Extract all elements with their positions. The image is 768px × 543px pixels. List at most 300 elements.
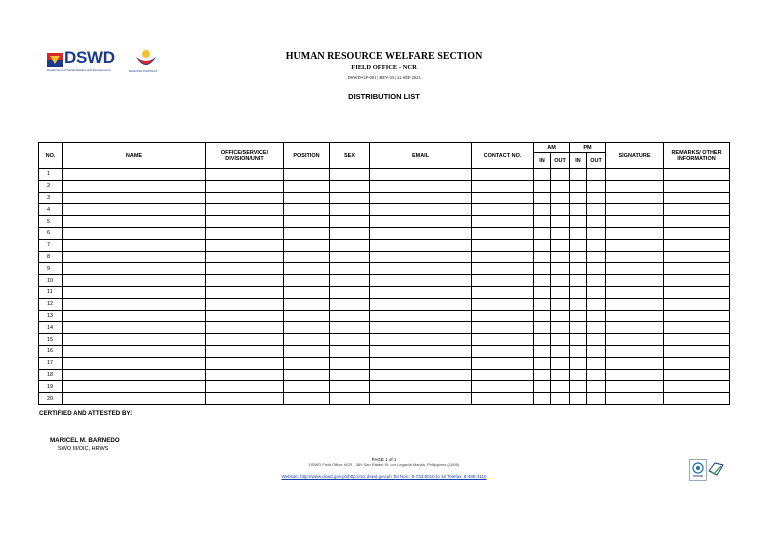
table-row	[39, 227, 730, 239]
header-am: AM	[534, 143, 570, 153]
table-cell	[472, 251, 534, 263]
table-cell	[370, 239, 472, 251]
table-cell	[63, 169, 206, 181]
table-row	[39, 275, 730, 287]
table-cell	[330, 369, 370, 381]
table-cell	[206, 263, 284, 275]
table-row	[39, 192, 730, 204]
table-cell	[206, 275, 284, 287]
table-cell	[606, 286, 664, 298]
table-cell	[206, 169, 284, 181]
table-cell	[587, 322, 606, 334]
table-cell	[330, 204, 370, 216]
table-cell	[284, 369, 330, 381]
table-cell	[664, 345, 730, 357]
table-cell	[534, 263, 551, 275]
table-cell	[534, 204, 551, 216]
table-cell	[284, 381, 330, 393]
table-cell	[534, 180, 551, 192]
table-cell	[587, 169, 606, 181]
table-cell	[587, 204, 606, 216]
table-cell	[370, 345, 472, 357]
table-cell	[606, 192, 664, 204]
table-cell	[534, 239, 551, 251]
table-cell	[63, 393, 206, 405]
table-cell	[587, 227, 606, 239]
table-cell	[587, 369, 606, 381]
table-cell	[330, 227, 370, 239]
table-cell	[63, 239, 206, 251]
row-number: 2	[39, 180, 63, 192]
table-cell	[606, 393, 664, 405]
table-cell	[570, 251, 587, 263]
table-cell	[534, 227, 551, 239]
table-cell	[551, 334, 570, 346]
table-row	[39, 216, 730, 228]
table-cell	[587, 275, 606, 287]
table-row	[39, 263, 730, 275]
table-cell	[534, 322, 551, 334]
document-title: DISTRIBUTION LIST	[348, 92, 420, 101]
table-cell	[551, 369, 570, 381]
table-cell	[206, 357, 284, 369]
table-cell	[330, 275, 370, 287]
header-contact: CONTACT NO.	[472, 143, 534, 169]
table-cell	[551, 263, 570, 275]
table-cell	[570, 310, 587, 322]
table-cell	[370, 357, 472, 369]
table-cell	[330, 192, 370, 204]
table-cell	[206, 227, 284, 239]
table-cell	[606, 251, 664, 263]
table-cell	[206, 251, 284, 263]
table-cell	[570, 216, 587, 228]
row-number: 19	[39, 381, 63, 393]
table-cell	[664, 263, 730, 275]
table-cell	[472, 216, 534, 228]
table-cell	[534, 169, 551, 181]
row-number: 16	[39, 345, 63, 357]
table-cell	[472, 180, 534, 192]
table-cell	[206, 381, 284, 393]
table-cell	[587, 393, 606, 405]
table-cell	[206, 298, 284, 310]
table-cell	[606, 322, 664, 334]
table-cell	[551, 298, 570, 310]
table-cell	[664, 381, 730, 393]
table-cell	[534, 345, 551, 357]
table-cell	[284, 298, 330, 310]
table-cell	[570, 369, 587, 381]
row-number: 12	[39, 298, 63, 310]
row-number: 6	[39, 227, 63, 239]
row-number: 5	[39, 216, 63, 228]
table-cell	[534, 393, 551, 405]
row-number: 20	[39, 393, 63, 405]
table-cell	[551, 251, 570, 263]
table-cell	[63, 275, 206, 287]
table-cell	[370, 298, 472, 310]
table-cell	[570, 322, 587, 334]
row-number: 15	[39, 334, 63, 346]
table-row	[39, 204, 730, 216]
table-cell	[664, 393, 730, 405]
table-cell	[284, 204, 330, 216]
table-cell	[534, 286, 551, 298]
table-row	[39, 369, 730, 381]
table-cell	[534, 310, 551, 322]
table-cell	[330, 345, 370, 357]
table-cell	[664, 180, 730, 192]
table-cell	[284, 286, 330, 298]
table-cell	[570, 239, 587, 251]
table-cell	[370, 204, 472, 216]
table-cell	[330, 286, 370, 298]
table-cell	[587, 310, 606, 322]
certified-label: CERTIFIED AND ATTESTED BY:	[39, 410, 133, 417]
table-cell	[472, 263, 534, 275]
row-number: 3	[39, 192, 63, 204]
table-cell	[284, 393, 330, 405]
header-sex: SEX	[330, 143, 370, 169]
table-cell	[284, 322, 330, 334]
table-cell	[664, 322, 730, 334]
table-cell	[606, 298, 664, 310]
table-cell	[534, 298, 551, 310]
table-cell	[606, 357, 664, 369]
table-cell	[370, 169, 472, 181]
table-row	[39, 251, 730, 263]
table-cell	[664, 204, 730, 216]
header-office: OFFICE/SERVICE/ DIVISION/UNIT	[206, 143, 284, 169]
table-cell	[284, 169, 330, 181]
table-cell	[206, 239, 284, 251]
row-number: 7	[39, 239, 63, 251]
table-cell	[570, 227, 587, 239]
header-am-out: OUT	[551, 153, 570, 169]
table-cell	[534, 381, 551, 393]
table-cell	[472, 357, 534, 369]
form-code: DSWD-GF-001 | REV 03 | 22 SEP 2023	[347, 75, 421, 80]
table-cell	[284, 310, 330, 322]
table-cell	[370, 310, 472, 322]
table-cell	[206, 393, 284, 405]
table-cell	[606, 216, 664, 228]
table-cell	[664, 298, 730, 310]
header-name: NAME	[63, 143, 206, 169]
table-row	[39, 298, 730, 310]
table-cell	[472, 286, 534, 298]
table-row	[39, 393, 730, 405]
table-cell	[284, 227, 330, 239]
table-cell	[551, 239, 570, 251]
table-cell	[63, 310, 206, 322]
table-cell	[570, 275, 587, 287]
page-number: PAGE 1 of 1	[371, 457, 397, 462]
header-pm: PM	[570, 143, 606, 153]
table-cell	[551, 192, 570, 204]
table-cell	[534, 216, 551, 228]
table-cell	[370, 286, 472, 298]
table-cell	[472, 334, 534, 346]
table-cell	[664, 286, 730, 298]
table-cell	[570, 286, 587, 298]
table-cell	[551, 345, 570, 357]
table-cell	[63, 263, 206, 275]
row-number: 1	[39, 169, 63, 181]
row-number: 11	[39, 286, 63, 298]
table-cell	[570, 192, 587, 204]
table-cell	[206, 192, 284, 204]
table-cell	[551, 180, 570, 192]
table-cell	[472, 310, 534, 322]
table-cell	[570, 298, 587, 310]
table-cell	[63, 216, 206, 228]
table-cell	[330, 263, 370, 275]
row-number: 14	[39, 322, 63, 334]
table-cell	[587, 192, 606, 204]
bp-tagline: BAGONG PILIPINAS	[129, 69, 158, 73]
table-cell	[551, 216, 570, 228]
header-signature: SIGNATURE	[606, 143, 664, 169]
table-cell	[570, 357, 587, 369]
table-cell	[330, 216, 370, 228]
table-cell	[472, 275, 534, 287]
table-cell	[534, 192, 551, 204]
table-cell	[606, 180, 664, 192]
table-cell	[472, 393, 534, 405]
signatory-name: MARICEL M. BARNEDO	[50, 437, 120, 444]
row-number: 17	[39, 357, 63, 369]
table-cell	[551, 227, 570, 239]
table-cell	[206, 334, 284, 346]
table-cell	[206, 369, 284, 381]
table-cell	[570, 204, 587, 216]
table-cell	[206, 216, 284, 228]
table-cell	[206, 322, 284, 334]
table-row	[39, 239, 730, 251]
table-cell	[534, 369, 551, 381]
table-cell	[330, 357, 370, 369]
table-row	[39, 357, 730, 369]
table-cell	[587, 251, 606, 263]
table-cell	[330, 169, 370, 181]
signatory-position: SWO III/OIC, HRWS	[58, 446, 109, 452]
table-cell	[551, 275, 570, 287]
table-cell	[587, 239, 606, 251]
table-cell	[551, 322, 570, 334]
website-link[interactable]: Website: http://www.dswd.gov.ph/http://ncr.dswd.gov.ph Tel Nos.: 8-733-0010 to 18 Telefax: 8-488-3110	[281, 474, 487, 479]
table-cell	[606, 239, 664, 251]
office-subtitle: FIELD OFFICE - NCR	[351, 64, 417, 71]
table-cell	[330, 251, 370, 263]
table-cell	[370, 275, 472, 287]
table-cell	[370, 227, 472, 239]
table-cell	[284, 345, 330, 357]
dswd-logo-text: DSWD	[64, 48, 115, 67]
table-cell	[63, 381, 206, 393]
table-row	[39, 310, 730, 322]
table-row	[39, 345, 730, 357]
table-cell	[284, 263, 330, 275]
table-cell	[551, 393, 570, 405]
table-cell	[63, 357, 206, 369]
table-cell	[206, 286, 284, 298]
table-cell	[63, 322, 206, 334]
row-number: 10	[39, 275, 63, 287]
table-cell	[664, 310, 730, 322]
header-position: POSITION	[284, 143, 330, 169]
table-cell	[534, 275, 551, 287]
table-cell	[606, 227, 664, 239]
table-cell	[587, 263, 606, 275]
table-cell	[551, 357, 570, 369]
table-cell	[330, 180, 370, 192]
table-row	[39, 286, 730, 298]
table-cell	[570, 180, 587, 192]
table-cell	[664, 239, 730, 251]
table-cell	[284, 334, 330, 346]
table-cell	[664, 357, 730, 369]
table-cell	[284, 357, 330, 369]
header-no: NO.	[39, 143, 63, 169]
table-cell	[570, 345, 587, 357]
table-cell	[472, 381, 534, 393]
table-cell	[606, 345, 664, 357]
table-cell	[606, 334, 664, 346]
table-cell	[606, 204, 664, 216]
header-remarks: REMARKS/ OTHER INFORMATION	[664, 143, 730, 169]
table-cell	[370, 369, 472, 381]
table-cell	[534, 251, 551, 263]
table-cell	[606, 263, 664, 275]
table-cell	[63, 334, 206, 346]
table-cell	[664, 334, 730, 346]
table-cell	[587, 357, 606, 369]
table-cell	[330, 239, 370, 251]
row-number: 8	[39, 251, 63, 263]
table-cell	[472, 345, 534, 357]
accreditation-badge-icon	[707, 459, 725, 479]
table-cell	[551, 204, 570, 216]
table-cell	[664, 251, 730, 263]
table-cell	[63, 251, 206, 263]
table-cell	[472, 169, 534, 181]
table-cell	[284, 180, 330, 192]
table-cell	[370, 322, 472, 334]
table-cell	[370, 216, 472, 228]
table-cell	[551, 310, 570, 322]
table-cell	[664, 216, 730, 228]
section-title: HUMAN RESOURCE WELFARE SECTION	[285, 51, 483, 62]
table-cell	[570, 393, 587, 405]
header-pm-out: OUT	[587, 153, 606, 169]
table-cell	[330, 393, 370, 405]
table-cell	[587, 334, 606, 346]
table-cell	[284, 192, 330, 204]
row-number: 18	[39, 369, 63, 381]
table-cell	[472, 239, 534, 251]
table-cell	[284, 275, 330, 287]
table-cell	[330, 334, 370, 346]
table-cell	[472, 192, 534, 204]
row-number: 13	[39, 310, 63, 322]
table-cell	[370, 192, 472, 204]
table-row	[39, 334, 730, 346]
table-cell	[534, 334, 551, 346]
table-cell	[472, 298, 534, 310]
table-cell	[284, 239, 330, 251]
table-cell	[664, 369, 730, 381]
table-cell	[587, 286, 606, 298]
table-cell	[330, 298, 370, 310]
table-cell	[587, 298, 606, 310]
table-cell	[551, 381, 570, 393]
table-cell	[664, 192, 730, 204]
table-cell	[63, 286, 206, 298]
table-cell	[472, 369, 534, 381]
table-cell	[570, 381, 587, 393]
distribution-table	[38, 142, 730, 405]
table-cell	[534, 357, 551, 369]
table-cell	[587, 345, 606, 357]
table-cell	[606, 369, 664, 381]
table-cell	[472, 227, 534, 239]
table-row	[39, 169, 730, 181]
table-cell	[370, 180, 472, 192]
table-cell	[472, 204, 534, 216]
table-cell	[587, 381, 606, 393]
office-address: DSWD Field Office NCR - 389 San Rafael St. cor Legarda Manila, Philippines (1008)	[309, 462, 459, 467]
header-email: EMAIL	[370, 143, 472, 169]
table-cell	[370, 393, 472, 405]
table-cell	[570, 263, 587, 275]
table-row	[39, 381, 730, 393]
table-cell	[472, 322, 534, 334]
table-cell	[206, 204, 284, 216]
table-cell	[63, 204, 206, 216]
table-row	[39, 322, 730, 334]
table-cell	[370, 381, 472, 393]
table-cell	[370, 334, 472, 346]
header-am-in: IN	[534, 153, 551, 169]
table-cell	[63, 345, 206, 357]
row-number: 9	[39, 263, 63, 275]
table-cell	[587, 180, 606, 192]
table-cell	[284, 216, 330, 228]
table-cell	[63, 180, 206, 192]
table-cell	[606, 310, 664, 322]
header-pm-in: IN	[570, 153, 587, 169]
table-cell	[63, 192, 206, 204]
table-cell	[570, 334, 587, 346]
table-cell	[63, 369, 206, 381]
table-cell	[664, 227, 730, 239]
table-cell	[370, 263, 472, 275]
table-cell	[370, 251, 472, 263]
table-cell	[330, 381, 370, 393]
table-cell	[606, 275, 664, 287]
table-cell	[330, 322, 370, 334]
dswd-tagline: Department of Social Welfare and Development	[47, 68, 111, 72]
table-cell	[284, 251, 330, 263]
table-cell	[570, 169, 587, 181]
table-cell	[206, 310, 284, 322]
table-cell	[206, 180, 284, 192]
table-cell	[587, 216, 606, 228]
table-cell	[63, 298, 206, 310]
table-cell	[606, 381, 664, 393]
